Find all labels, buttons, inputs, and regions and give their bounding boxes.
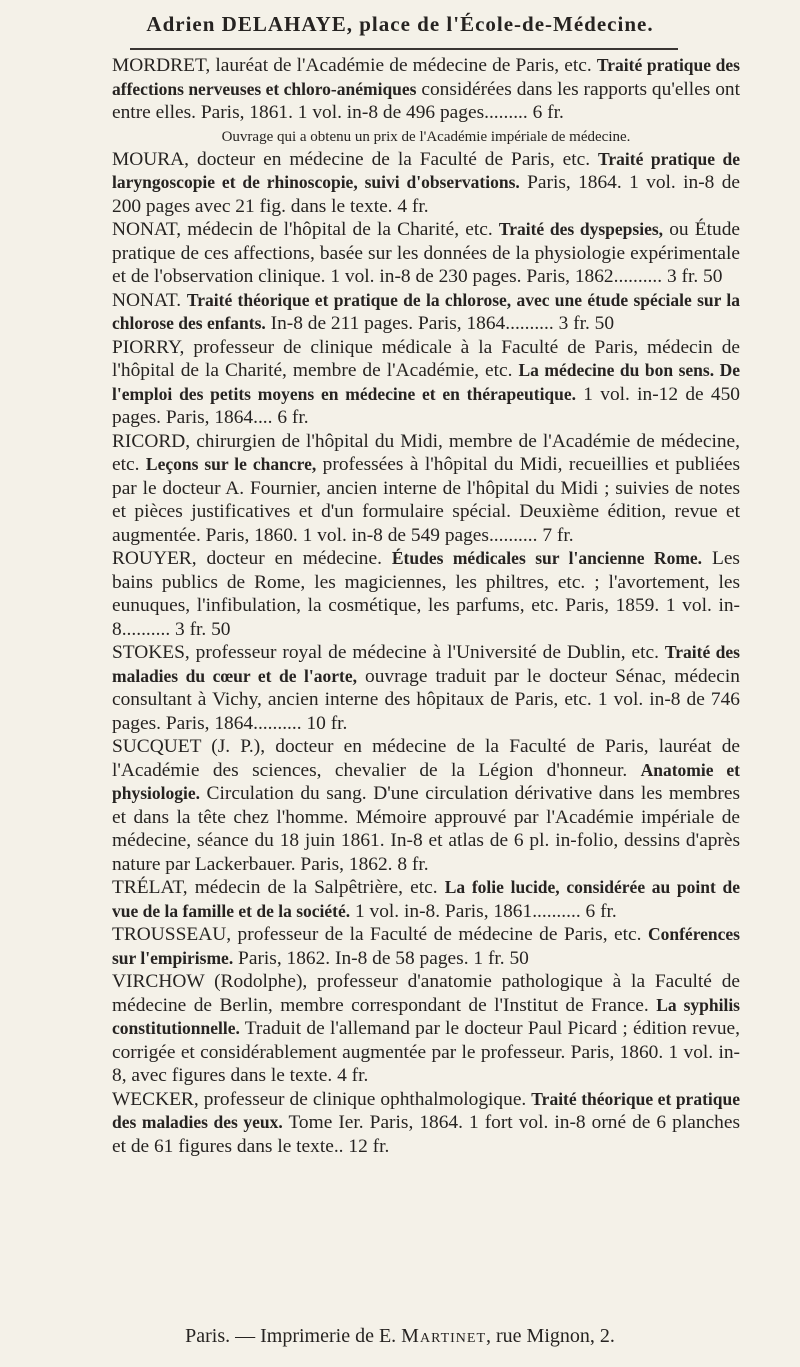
entry-details: Paris, 1864. 1 vol. in-8 de 200 pages avec 21 fig. dans le texte. [112,172,741,217]
entry-author: ROUYER, [112,548,197,569]
entry-description: docteur en médecine de la Faculté de Paris, etc. [189,148,599,170]
entry-price: 10 fr. [306,712,348,734]
entry-title: Traité pratique des affections nerveuses et chloro-anémiques [112,55,740,99]
entry-price: 6 fr. [277,407,309,428]
entry-price: 3 fr. 50 [175,618,231,640]
catalog-entry [112,923,740,970]
entry-price: 4 fr. [337,1065,369,1086]
header-rule [130,48,678,50]
entry-price: 3 fr. 50 [558,313,615,334]
entry-description: médecin de l'hôpital de la Charité, etc. [181,219,499,240]
catalog-entry [112,641,740,735]
entry-author: VIRCHOW [112,971,205,992]
entry-description: docteur en médecine. [196,548,392,569]
printer-footer [0,1325,800,1348]
footer-printer: Martinet [401,1325,486,1347]
catalog-entries [112,54,740,1158]
entry-title: Leçons sur le chancre, [145,454,317,474]
entry-title: La folie lucide, considérée au point de vue de la famille et de la société. [112,877,740,921]
catalog-entry [112,54,740,125]
entry-details: 1 vol. in-12 de 450 pages. Paris, 1864.... [112,383,740,428]
catalog-entry [112,876,740,923]
catalog-entry [112,148,740,219]
entry-price: 12 fr. [348,1135,390,1157]
entry-description: professeur de clinique ophthalmologique. [198,1088,532,1110]
entry-author: NONAT. [112,289,182,311]
entry-price: 4 fr. [397,195,429,217]
catalog-entry [112,336,740,430]
entry-title: La médecine du bon sens. De l'emploi des petits moyens en médecine et en thérapeutique. [112,360,740,404]
entry-note: Ouvrage qui a obtenu un prix de l'Académie impériale de médecine. [221,128,631,145]
entry-description: médecin de la Salpêtrière, etc. [187,877,445,898]
entry-title: Études médicales sur l'ancienne Rome. [391,548,703,568]
entry-title: Conférences sur l'empirisme. [112,924,740,968]
entry-details: Tome Ier. Paris, 1864. 1 fort vol. in-8 orné de 6 planches et de 61 figures dans le texte.. [112,1112,740,1157]
entry-details: Les bains publics de Rome, les magiciennes, les philtres, etc. ; l'avortement, les eunuques, l'infibulation, la cosmétique, les parfums, etc. Paris, 1859. 1 vol. in-8.......... [112,548,740,640]
entry-title: La syphilis constitutionnelle. [112,994,740,1038]
entry-title: Anatomie et physiologie. [112,759,740,803]
entry-author: NONAT, [112,219,182,240]
entry-details: 1 vol. in-8. Paris, 1861.......... [350,900,581,922]
entry-author: TRÉLAT, [112,877,188,898]
entry-title: Traité des maladies du cœur et de l'aorte, [112,642,740,686]
entry-author: RICORD, [112,430,191,452]
catalog-entry [112,218,740,289]
entry-description: (Rodolphe), professeur d'anatomie pathologique à la Faculté de médecine de Berlin, membre correspondant de l'Institut de France. [112,971,740,1016]
entry-details: In-8 de 211 pages. Paris, 1864.......... [265,313,554,334]
entry-title: Traité théorique et pratique des maladies des yeux. [112,1088,740,1132]
entry-description: professeur royal de médecine à l'Université de Dublin, etc. [189,642,665,663]
entry-author: MORDRET, [112,55,211,76]
entry-title: Traité des dyspepsies, [498,219,664,239]
entry-details: Traduit de l'allemand par le docteur Paul Picard ; édition revue, corrigée et considérablement augmentée par le professeur. Paris, 1860. 1 vol. in-8, avec figures dans le texte. [112,1018,740,1086]
entry-details: considérées dans les rapports qu'elles ont entre elles. Paris, 1861. 1 vol. in-8 de 496 pages......... [112,78,740,123]
entry-price: 8 fr. [397,853,429,875]
catalog-entry [112,547,740,641]
catalog-entry [112,735,740,876]
catalog-entry [112,289,740,336]
entry-author: STOKES, [112,642,190,663]
catalog-entry [112,1088,740,1159]
footer-prefix: Paris. — Imprimerie de E. [185,1325,402,1347]
entry-price: 1 fr. 50 [473,947,529,969]
entry-details: ouvrage traduit par le docteur Sénac, médecin consultant à Vichy, ancien interne des hôpitaux de Paris, etc. 1 vol. in-8 de 746 pages. Paris, 1864.......... [112,665,740,734]
catalog-entry [112,430,740,548]
entry-description: professeur de la Faculté de médecine de Paris, etc. [231,924,648,945]
entry-author: SUCQUET [112,736,202,757]
entry-details: Paris, 1862. In-8 de 58 pages. [233,947,469,969]
publisher-header: Adrien DELAHAYE, place de l'École-de-Médecine. [146,12,654,36]
catalog-entry [112,970,740,1088]
entry-author: TROUSSEAU, [112,924,232,945]
entry-author: WECKER, [112,1088,199,1110]
entry-price: 3 fr. 50 [666,266,723,287]
entry-title: Traité théorique et pratique de la chlorose, avec une étude spéciale sur la chlorose des enfants. [112,289,740,333]
entry-details: ou Étude pratique de ces affections, basée sur les données de la physiologie expérimentale et de l'observation clinique. 1 vol. in-8 de 230 pages. Paris, 1862.......... [112,219,740,287]
entry-description: chirurgien de l'hôpital du Midi, membre de l'Académie de médecine, etc. [112,430,740,475]
entry-price: 6 fr. [585,900,617,922]
entry-details: Circulation du sang. D'une circulation dérivative dans les membres et dans la tête chez l'homme. Mémoire approuvé par l'Académie impériale de médecine, séance du 18 juin 1861. In-8 et atlas de 6 pl. in-folio, dessins d'après nature par Lackerbauer. Paris, 1862. [112,783,740,875]
entry-author: MOURA, [112,148,190,170]
entry-price: 6 fr. [532,102,564,123]
footer-suffix: , rue Mignon, 2. [486,1325,615,1347]
entry-title: Traité pratique de laryngoscopie et de rhinoscopie, suivi d'observations. [112,148,740,192]
entry-author: PIORRY, [112,336,185,358]
entry-details: professées à l'hôpital du Midi, recueillies et publiées par le docteur A. Fournier, ancien interne de l'hôpital du Midi ; suivies de notes et pièces justificatives et d'un formulaire spécial. Deuxième édition, revue et augmentée. Paris, 1860. 1 vol. in-8 de 549 pages.......... [112,454,741,546]
entry-description: lauréat de l'Académie de médecine de Paris, etc. [210,55,597,76]
entry-description: (J. P.), docteur en médecine de la Faculté de Paris, lauréat de l'Académie des sciences, chevalier de la Légion d'honneur. [112,736,740,781]
entry-description: professeur de clinique médicale à la Faculté de Paris, médecin de l'hôpital de la Charité, membre de l'Académie, etc. [112,336,740,381]
entry-price: 7 fr. [542,524,574,546]
